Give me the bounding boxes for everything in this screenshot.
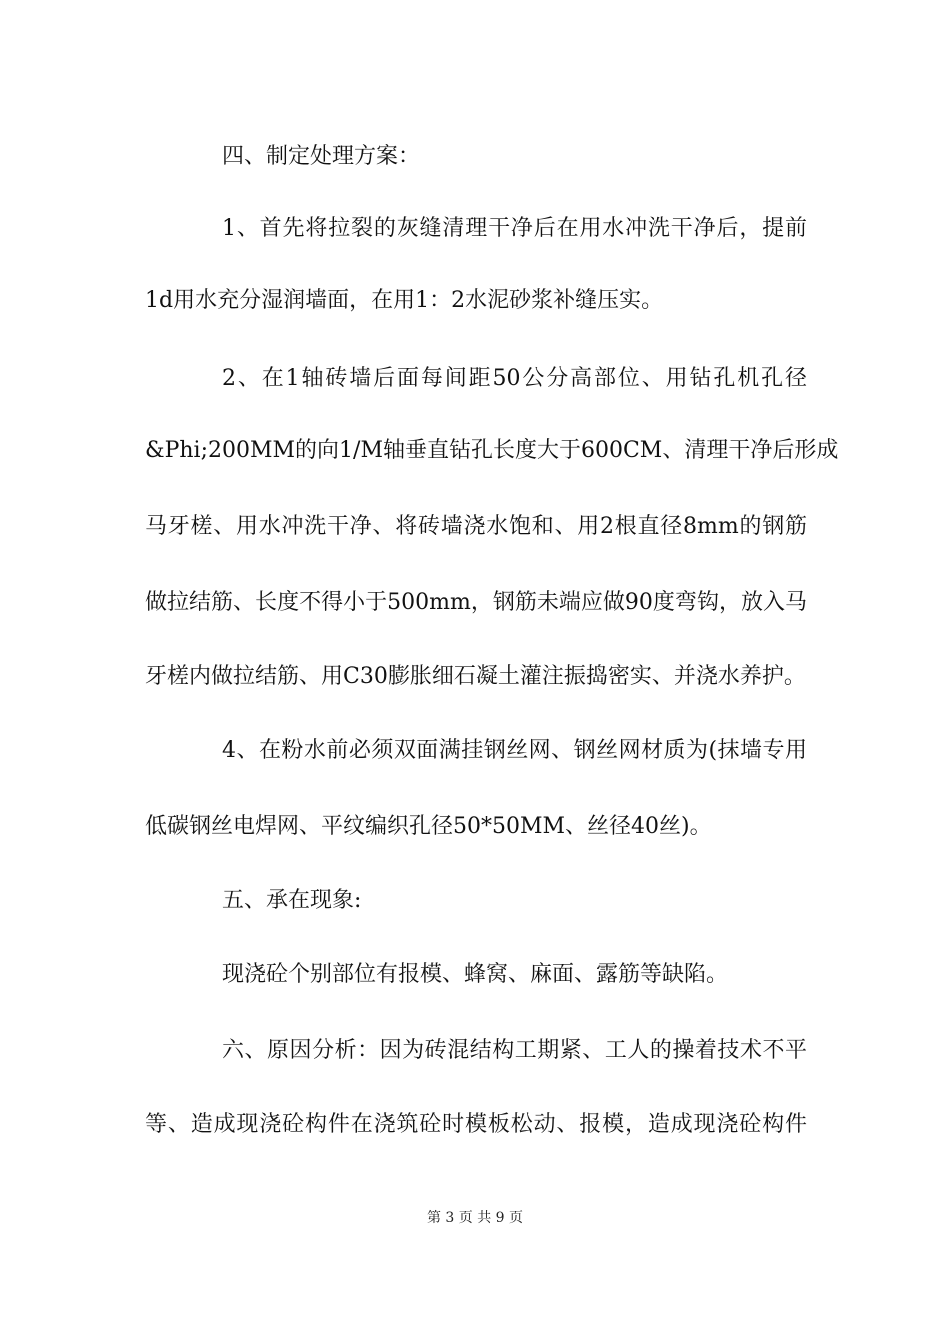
paragraph-line: 牙槎内做拉结筋、用C30膨胀细石凝土灌注振捣密实、并浇水养护。	[145, 664, 806, 689]
paragraph-line: 现浇砼个别部位有报模、蜂窝、麻面、露筋等缺陷。	[222, 962, 729, 987]
paragraph-line: 低碳钢丝电焊网、平纹编织孔径50*50MM、丝径40丝)。	[145, 814, 712, 839]
paragraph-line: 1、首先将拉裂的灰缝清理干净后在用水冲洗干净后，提前	[222, 216, 807, 241]
paragraph-line: 2、在1轴砖墙后面每间距50公分高部位、用钻孔机孔径	[222, 366, 807, 391]
page-number-footer: 第 3 页 共 9 页	[426, 1210, 524, 1226]
section-heading-5: 五、承在现象:	[222, 888, 362, 913]
section-heading-6: 六、原因分析：因为砖混结构工期紧、工人的操着技术不平	[222, 1038, 807, 1063]
paragraph-line: &Phi;200MM的向1/M轴垂直钻孔长度大于600CM、清理干净后形成	[145, 438, 839, 463]
paragraph-line: 做拉结筋、长度不得小于500mm，钢筋未端应做90度弯钩，放入马	[145, 590, 807, 615]
paragraph-line: 马牙槎、用水冲洗干净、将砖墙浇水饱和、用2根直径8mm的钢筋	[145, 514, 807, 539]
paragraph-line: 1d用水充分湿润墙面，在用1：2水泥砂浆补缝压实。	[145, 288, 664, 313]
paragraph-line: 等、造成现浇砼构件在浇筑砼时模板松动、报模，造成现浇砼构件	[145, 1112, 807, 1137]
paragraph-line: 4、在粉水前必须双面满挂钢丝网、钢丝网材质为(抹墙专用	[222, 738, 807, 763]
section-heading-4: 四、制定处理方案：	[222, 144, 421, 169]
